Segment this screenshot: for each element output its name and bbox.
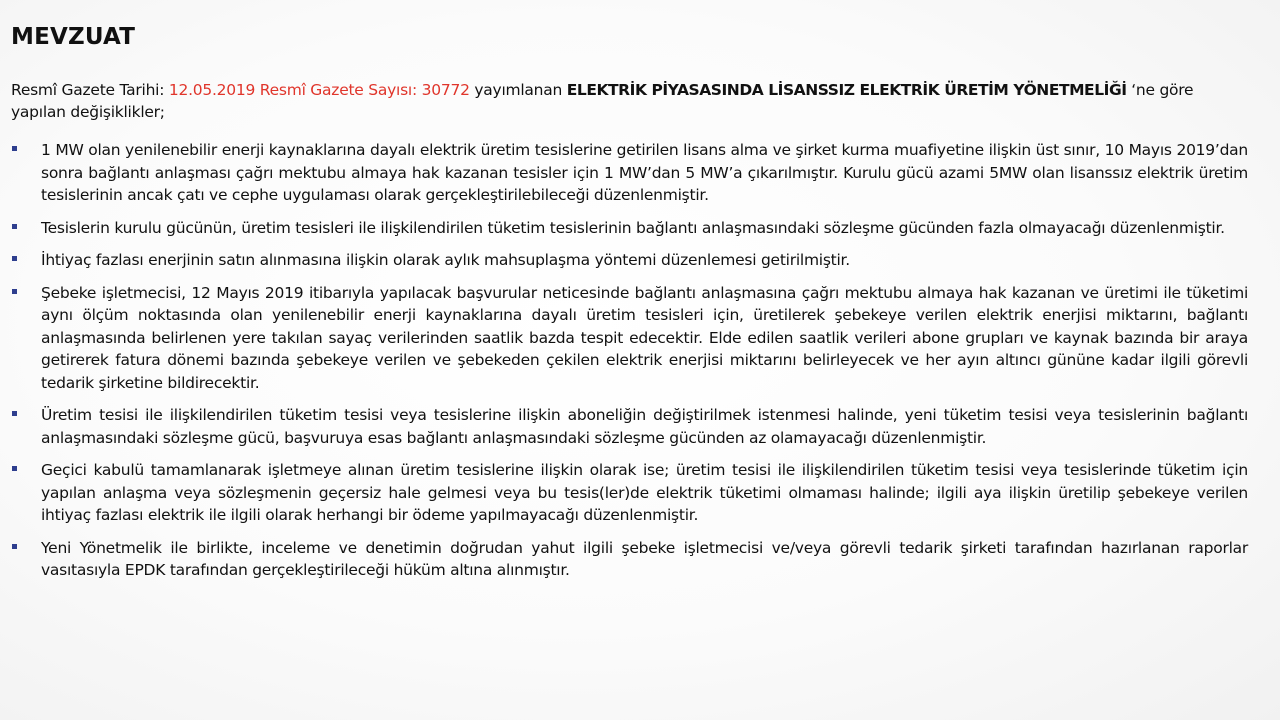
list-item-text: Geçici kabulü tamamlanarak işletmeye alınan üretim tesislerine ilişkin olarak ise; üretim tesisi ile ilişkilendirilen tüketim tesisi veya tesislerinde tüketim için yapılan anlaşma veya sözleşmenin geçersiz hale gelmesi veya bu tesis(ler)de elektrik tüketimi olmaması halinde; ilgili aya ilişkin üretilip şebekeye verilen ihtiyaç fazlası elektrik ile ilgili olarak herhangi bir ödeme yapılmayacağı düzenlenmiştir. (41, 461, 1248, 524)
regulation-name: ELEKTRİK PİYASASINDA LİSANSSIZ ELEKTRİK ÜRETİM YÖNETMELİĞİ (566, 81, 1127, 99)
gazette-reference: 12.05.2019 Resmî Gazete Sayısı: 30772 (168, 81, 470, 99)
list-item (11, 282, 1248, 395)
amendment-list (11, 139, 1248, 592)
square-bullet-icon (12, 289, 17, 294)
list-item-text: Yeni Yönetmelik ile birlikte, inceleme ve denetimin doğrudan yahut ilgili şebeke işletmecisi ve/veya görevli tedarik şirketi tarafından hazırlanan raporlar vasıtasıyla EPDK tarafından gerçekleştirileceği hüküm altına alınmıştır. (41, 538, 1248, 579)
list-item-text: İhtiyaç fazlası enerjinin satın alınmasına ilişkin olarak aylık mahsuplaşma yöntemi düzenlemesi getirilmiştir. (41, 251, 850, 269)
list-item (11, 459, 1248, 527)
list-item-text: Tesislerin kurulu gücünün, üretim tesisleri ile ilişkilendirilen tüketim tesislerinin bağlantı anlaşmasındaki sözleşme gücünden fazla olmayacağı düzenlenmiştir. (41, 218, 1225, 237)
list-item (11, 217, 1248, 240)
list-item (11, 249, 1248, 272)
intro-paragraph (11, 79, 1246, 123)
intro-middle: yayımlanan (469, 81, 567, 99)
square-bullet-icon (12, 256, 17, 261)
slide-title: MEVZUAT (11, 24, 136, 50)
square-bullet-icon (12, 411, 17, 416)
list-item (11, 139, 1248, 207)
square-bullet-icon (12, 146, 17, 151)
intro-prefix: Resmî Gazete Tarihi: (11, 81, 169, 99)
intro-suffix: ‘ne göre yapılan değişiklikler; (11, 81, 1194, 121)
square-bullet-icon (12, 224, 17, 229)
square-bullet-icon (12, 544, 17, 549)
square-bullet-icon (12, 466, 17, 471)
list-item-text: Şebeke işletmecisi, 12 Mayıs 2019 itibarıyla yapılacak başvurular neticesinde bağlantı anlaşmasına çağrı mektubu almaya hak kazanan ve üretimi ile tüketimi aynı ölçüm noktasında olan yenilenebilir enerji kaynaklarına dayalı üretim tesisleri için, üretilerek şebekeye verilen elektrik enerjisi miktarını, bağlantı anlaşmasında belirlenen yere takılan sayaç verilerinden saatlik bazda tespit edecektir. Elde edilen saatlik verileri abone grupları ve kaynak bazında bir araya getirerek fatura dönemi bazında şebekeye verilen ve şebekeden çekilen elektrik enerjisi miktarını belirleyecek ve her ayın altıncı gününe kadar ilgili görevli tedarik şirketine bildirecektir. (41, 283, 1248, 392)
list-item (11, 404, 1248, 449)
list-item-text: 1 MW olan yenilenebilir enerji kaynaklarına dayalı elektrik üretim tesislerine getirilen lisans alma ve şirket kurma muafiyetine ilişkin üst sınır, 10 Mayıs 2019’dan sonra bağlantı anlaşması çağrı mektubu almaya hak kazanan tesisler için 1 MW’dan 5 MW’a çıkarılmıştır. Kurulu gücü azami 5MW olan lisanssız elektrik üretim tesislerinin ancak çatı ve cephe uygulaması olarak gerçekleştirilebileceği düzenlenmiştir. (41, 141, 1248, 204)
list-item-text: Üretim tesisi ile ilişkilendirilen tüketim tesisi veya tesislerine ilişkin aboneliğin değiştirilmek istenmesi halinde, yeni tüketim tesisi veya tesislerinin bağlantı anlaşmasındaki sözleşme gücü, başvuruya esas bağlantı anlaşmasındaki sözleşme gücünden az olamayacağı düzenlenmiştir. (41, 406, 1248, 447)
list-item (11, 537, 1248, 582)
